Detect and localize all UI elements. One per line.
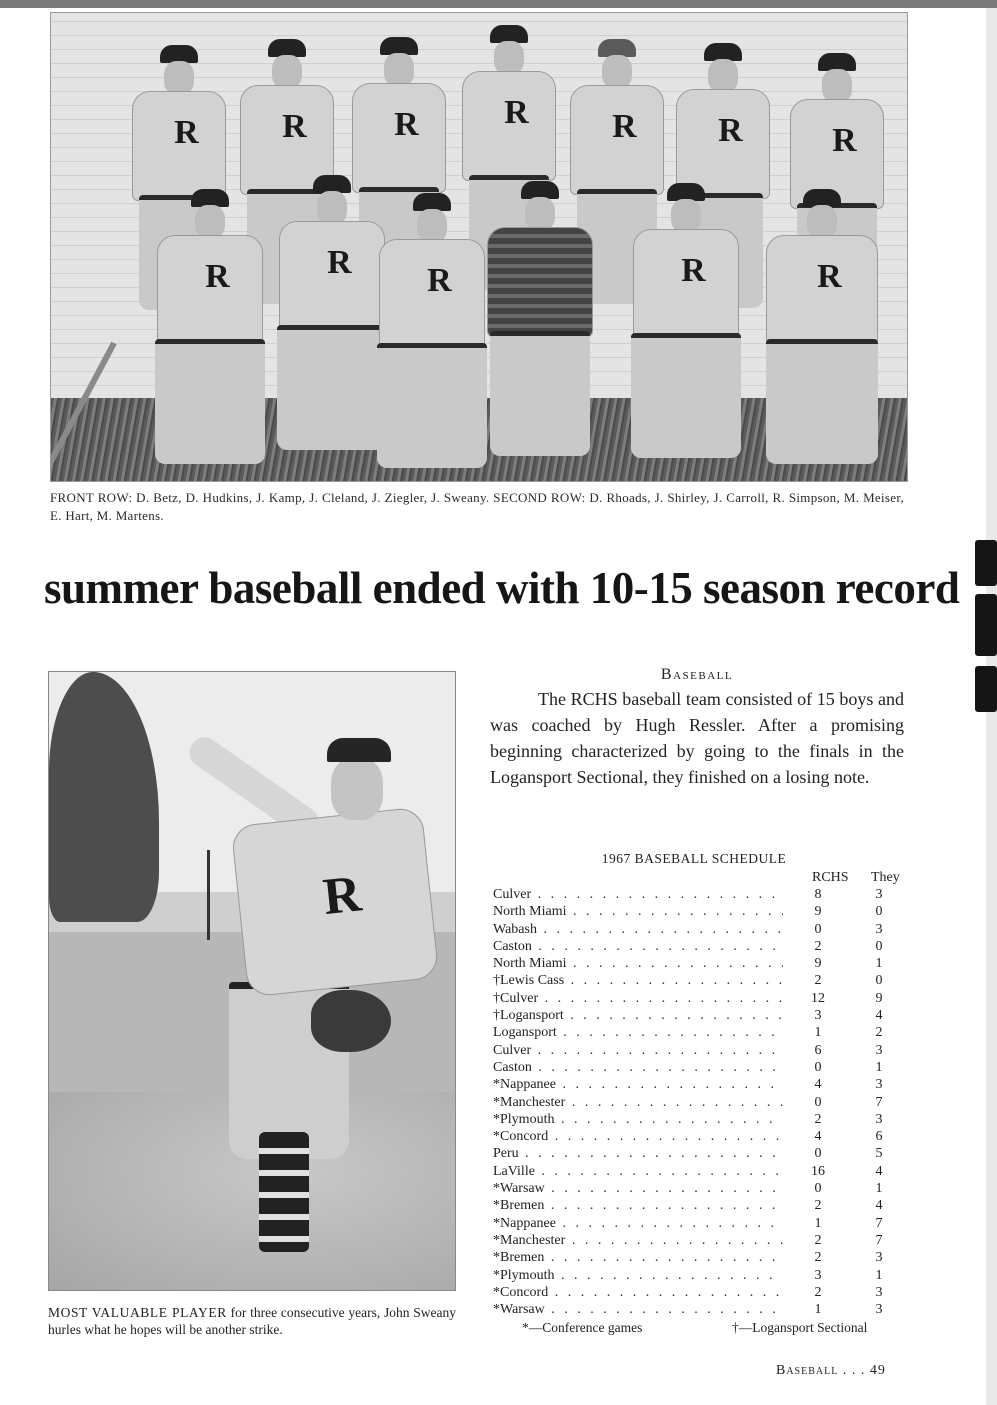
folio-separator: . . .	[838, 1363, 870, 1378]
opponent-score: 4	[875, 1163, 883, 1179]
opponent-score: 7	[875, 1232, 883, 1248]
opponent: *Nappanee . .	[493, 1076, 783, 1093]
rchs-score: 3	[814, 1008, 822, 1024]
schedule-row	[493, 1076, 901, 1093]
opponent-score: 2	[875, 1025, 883, 1041]
opponent: Culver . .	[493, 886, 783, 903]
opponent-score: 0	[875, 904, 883, 920]
opponent-score: 1	[875, 1181, 883, 1197]
opponent-score: 3	[875, 1111, 883, 1127]
player	[377, 193, 487, 482]
schedule-header-rchs: RCHS	[812, 870, 849, 885]
opponent: Wabash . .	[493, 921, 783, 938]
jersey-letter: R	[832, 122, 857, 159]
pitcher-caption-text: for three consecutive years, John Sweany hurles what he hopes will be another strike.	[48, 1305, 456, 1337]
schedule-row	[493, 1128, 901, 1145]
opponent-score: 3	[875, 1042, 883, 1058]
jersey-letter: R	[817, 258, 842, 295]
jersey-letter: R	[427, 262, 452, 299]
rchs-score: 9	[814, 956, 822, 972]
opponent: Peru . .	[493, 1145, 783, 1162]
rchs-score: 16	[811, 1163, 825, 1179]
article-paragraph: The RCHS baseball team consisted of 15 boys and was coached by Hugh Ressler. After a promising beginning characterized by going to the finals in the Logansport Sectional, they finished on a losing note.	[490, 689, 904, 787]
rchs-score: 2	[814, 1284, 822, 1300]
footnote-sectional: †—Logansport Sectional	[732, 1320, 868, 1335]
schedule-row	[493, 1024, 901, 1041]
schedule-header-they: They	[871, 870, 900, 885]
rchs-score: 0	[814, 921, 822, 937]
page-folio	[776, 1363, 886, 1379]
opponent-score: 4	[875, 1198, 883, 1214]
tree	[49, 672, 159, 922]
opponent: *Bremen . .	[493, 1249, 783, 1266]
opponent-score: 3	[875, 1250, 883, 1266]
opponent: *Nappanee . .	[493, 1215, 783, 1232]
schedule-row	[493, 1232, 901, 1249]
schedule-row	[493, 1145, 901, 1162]
schedule-row	[493, 1215, 901, 1232]
schedule-row	[493, 1094, 901, 1111]
rchs-score: 0	[814, 1146, 822, 1162]
player	[631, 183, 741, 473]
catcher	[485, 181, 595, 471]
rchs-score: 0	[814, 1094, 822, 1110]
schedule-table	[493, 886, 901, 1318]
rchs-score: 4	[814, 1129, 822, 1145]
rchs-score: 0	[814, 1181, 822, 1197]
jersey-letter: R	[718, 112, 743, 149]
schedule-row	[493, 990, 901, 1007]
team-photo-caption: FRONT ROW: D. Betz, D. Hudkins, J. Kamp, J. Cleland, J. Ziegler, J. Sweany. SECOND ROW: D. Rhoads, J. Shirley, J. Carroll, R. Simpson, M. Meiser, E. Hart, M. Martens.	[50, 490, 904, 523]
schedule-row	[493, 921, 901, 938]
opponent: Caston . .	[493, 1059, 783, 1076]
opponent: †Logansport . .	[493, 1007, 783, 1024]
page-top-edge	[0, 0, 997, 8]
schedule-title: 1967 BASEBALL SCHEDULE	[601, 851, 787, 866]
schedule-row	[493, 1111, 901, 1128]
opponent-score: 5	[875, 1146, 883, 1162]
jersey-letter: R	[327, 244, 352, 281]
binder-tab	[975, 540, 997, 586]
rchs-score: 12	[811, 990, 825, 1006]
opponent: *Warsaw . .	[493, 1180, 783, 1197]
opponent: *Plymouth . .	[493, 1111, 783, 1128]
opponent: *Concord . .	[493, 1284, 783, 1301]
jersey-letter: R	[681, 252, 706, 289]
player	[767, 189, 877, 479]
opponent: *Warsaw . .	[493, 1301, 783, 1318]
opponent: †Culver . .	[493, 990, 783, 1007]
opponent-score: 3	[875, 1077, 883, 1093]
rchs-score: 8	[814, 887, 822, 902]
opponent: *Manchester . .	[493, 1232, 783, 1249]
player	[277, 175, 387, 475]
opponent: LaVille . .	[493, 1163, 783, 1180]
rchs-score: 1	[814, 1302, 822, 1318]
player	[155, 189, 265, 479]
opponent-score: 1	[875, 1059, 883, 1075]
page-number: 49	[869, 1363, 886, 1378]
rchs-score: 2	[814, 1232, 822, 1248]
rchs-score: 2	[814, 973, 822, 989]
schedule-row	[493, 1249, 901, 1266]
pitcher-caption	[48, 1304, 456, 1338]
schedule-row	[493, 903, 901, 920]
jersey-letter: R	[612, 108, 637, 145]
schedule-row	[493, 955, 901, 972]
footnote-conference: *—Conference games	[522, 1320, 643, 1335]
headline: summer baseball ended with 10-15 season record	[44, 563, 960, 613]
opponent-score: 7	[875, 1094, 883, 1110]
schedule-row	[493, 1180, 901, 1197]
schedule-row	[493, 1284, 901, 1301]
rchs-score: 3	[814, 1267, 822, 1283]
article-body	[490, 686, 904, 790]
rchs-score: 1	[814, 1025, 822, 1041]
rchs-score: 9	[814, 904, 822, 920]
opponent: *Manchester . .	[493, 1094, 783, 1111]
baseball-glove	[311, 990, 391, 1052]
opponent-score: 3	[875, 887, 883, 902]
rchs-score: 2	[814, 1198, 822, 1214]
opponent: *Bremen . .	[493, 1197, 783, 1214]
opponent: North Miami . .	[493, 955, 783, 972]
rchs-score: 1	[814, 1215, 822, 1231]
schedule-row	[493, 1042, 901, 1059]
jersey-letter: R	[205, 258, 230, 295]
rchs-score: 2	[814, 938, 822, 954]
schedule-row	[493, 1007, 901, 1024]
opponent: North Miami . .	[493, 903, 783, 920]
opponent-score: 3	[875, 1284, 883, 1300]
opponent-score: 0	[875, 973, 883, 989]
opponent: Caston . .	[493, 938, 783, 955]
rchs-score: 2	[814, 1111, 822, 1127]
rchs-score: 6	[814, 1042, 822, 1058]
rchs-score: 4	[814, 1077, 822, 1093]
opponent-score: 7	[875, 1215, 883, 1231]
schedule-row	[493, 1059, 901, 1076]
opponent-score: 1	[875, 956, 883, 972]
rchs-score: 2	[814, 1250, 822, 1266]
jersey-letter: R	[174, 114, 199, 151]
jersey-letter: R	[394, 106, 419, 143]
opponent-score: 4	[875, 1008, 883, 1024]
opponent: Culver . .	[493, 1042, 783, 1059]
schedule-row	[493, 972, 901, 989]
binder-tab	[975, 594, 997, 656]
schedule-row	[493, 886, 901, 903]
utility-pole	[207, 850, 210, 940]
schedule-row	[493, 1197, 901, 1214]
opponent-score: 9	[875, 990, 883, 1006]
opponent: Logansport . .	[493, 1024, 783, 1041]
schedule-row	[493, 938, 901, 955]
section-title: Baseball	[660, 666, 734, 683]
pitcher-caption-lead: MOST VALUABLE PLAYER	[48, 1305, 227, 1320]
opponent: *Plymouth . .	[493, 1267, 783, 1284]
schedule-row	[493, 1267, 901, 1284]
opponent-score: 6	[875, 1129, 883, 1145]
binder-tab	[975, 666, 997, 712]
opponent: *Concord . .	[493, 1128, 783, 1145]
jersey-letter: R	[320, 865, 364, 927]
pitcher-photo	[48, 671, 456, 1291]
folio-section: Baseball	[776, 1363, 839, 1378]
opponent-score: 3	[875, 1302, 883, 1318]
jersey-letter: R	[504, 94, 529, 131]
rchs-score: 0	[814, 1059, 822, 1075]
opponent-score: 3	[875, 921, 883, 937]
jersey-letter: R	[282, 108, 307, 145]
opponent-score: 1	[875, 1267, 883, 1283]
opponent: †Lewis Cass . .	[493, 972, 783, 989]
opponent-score: 0	[875, 938, 883, 954]
schedule-row	[493, 1163, 901, 1180]
team-photo	[50, 12, 908, 482]
schedule-row	[493, 1301, 901, 1318]
